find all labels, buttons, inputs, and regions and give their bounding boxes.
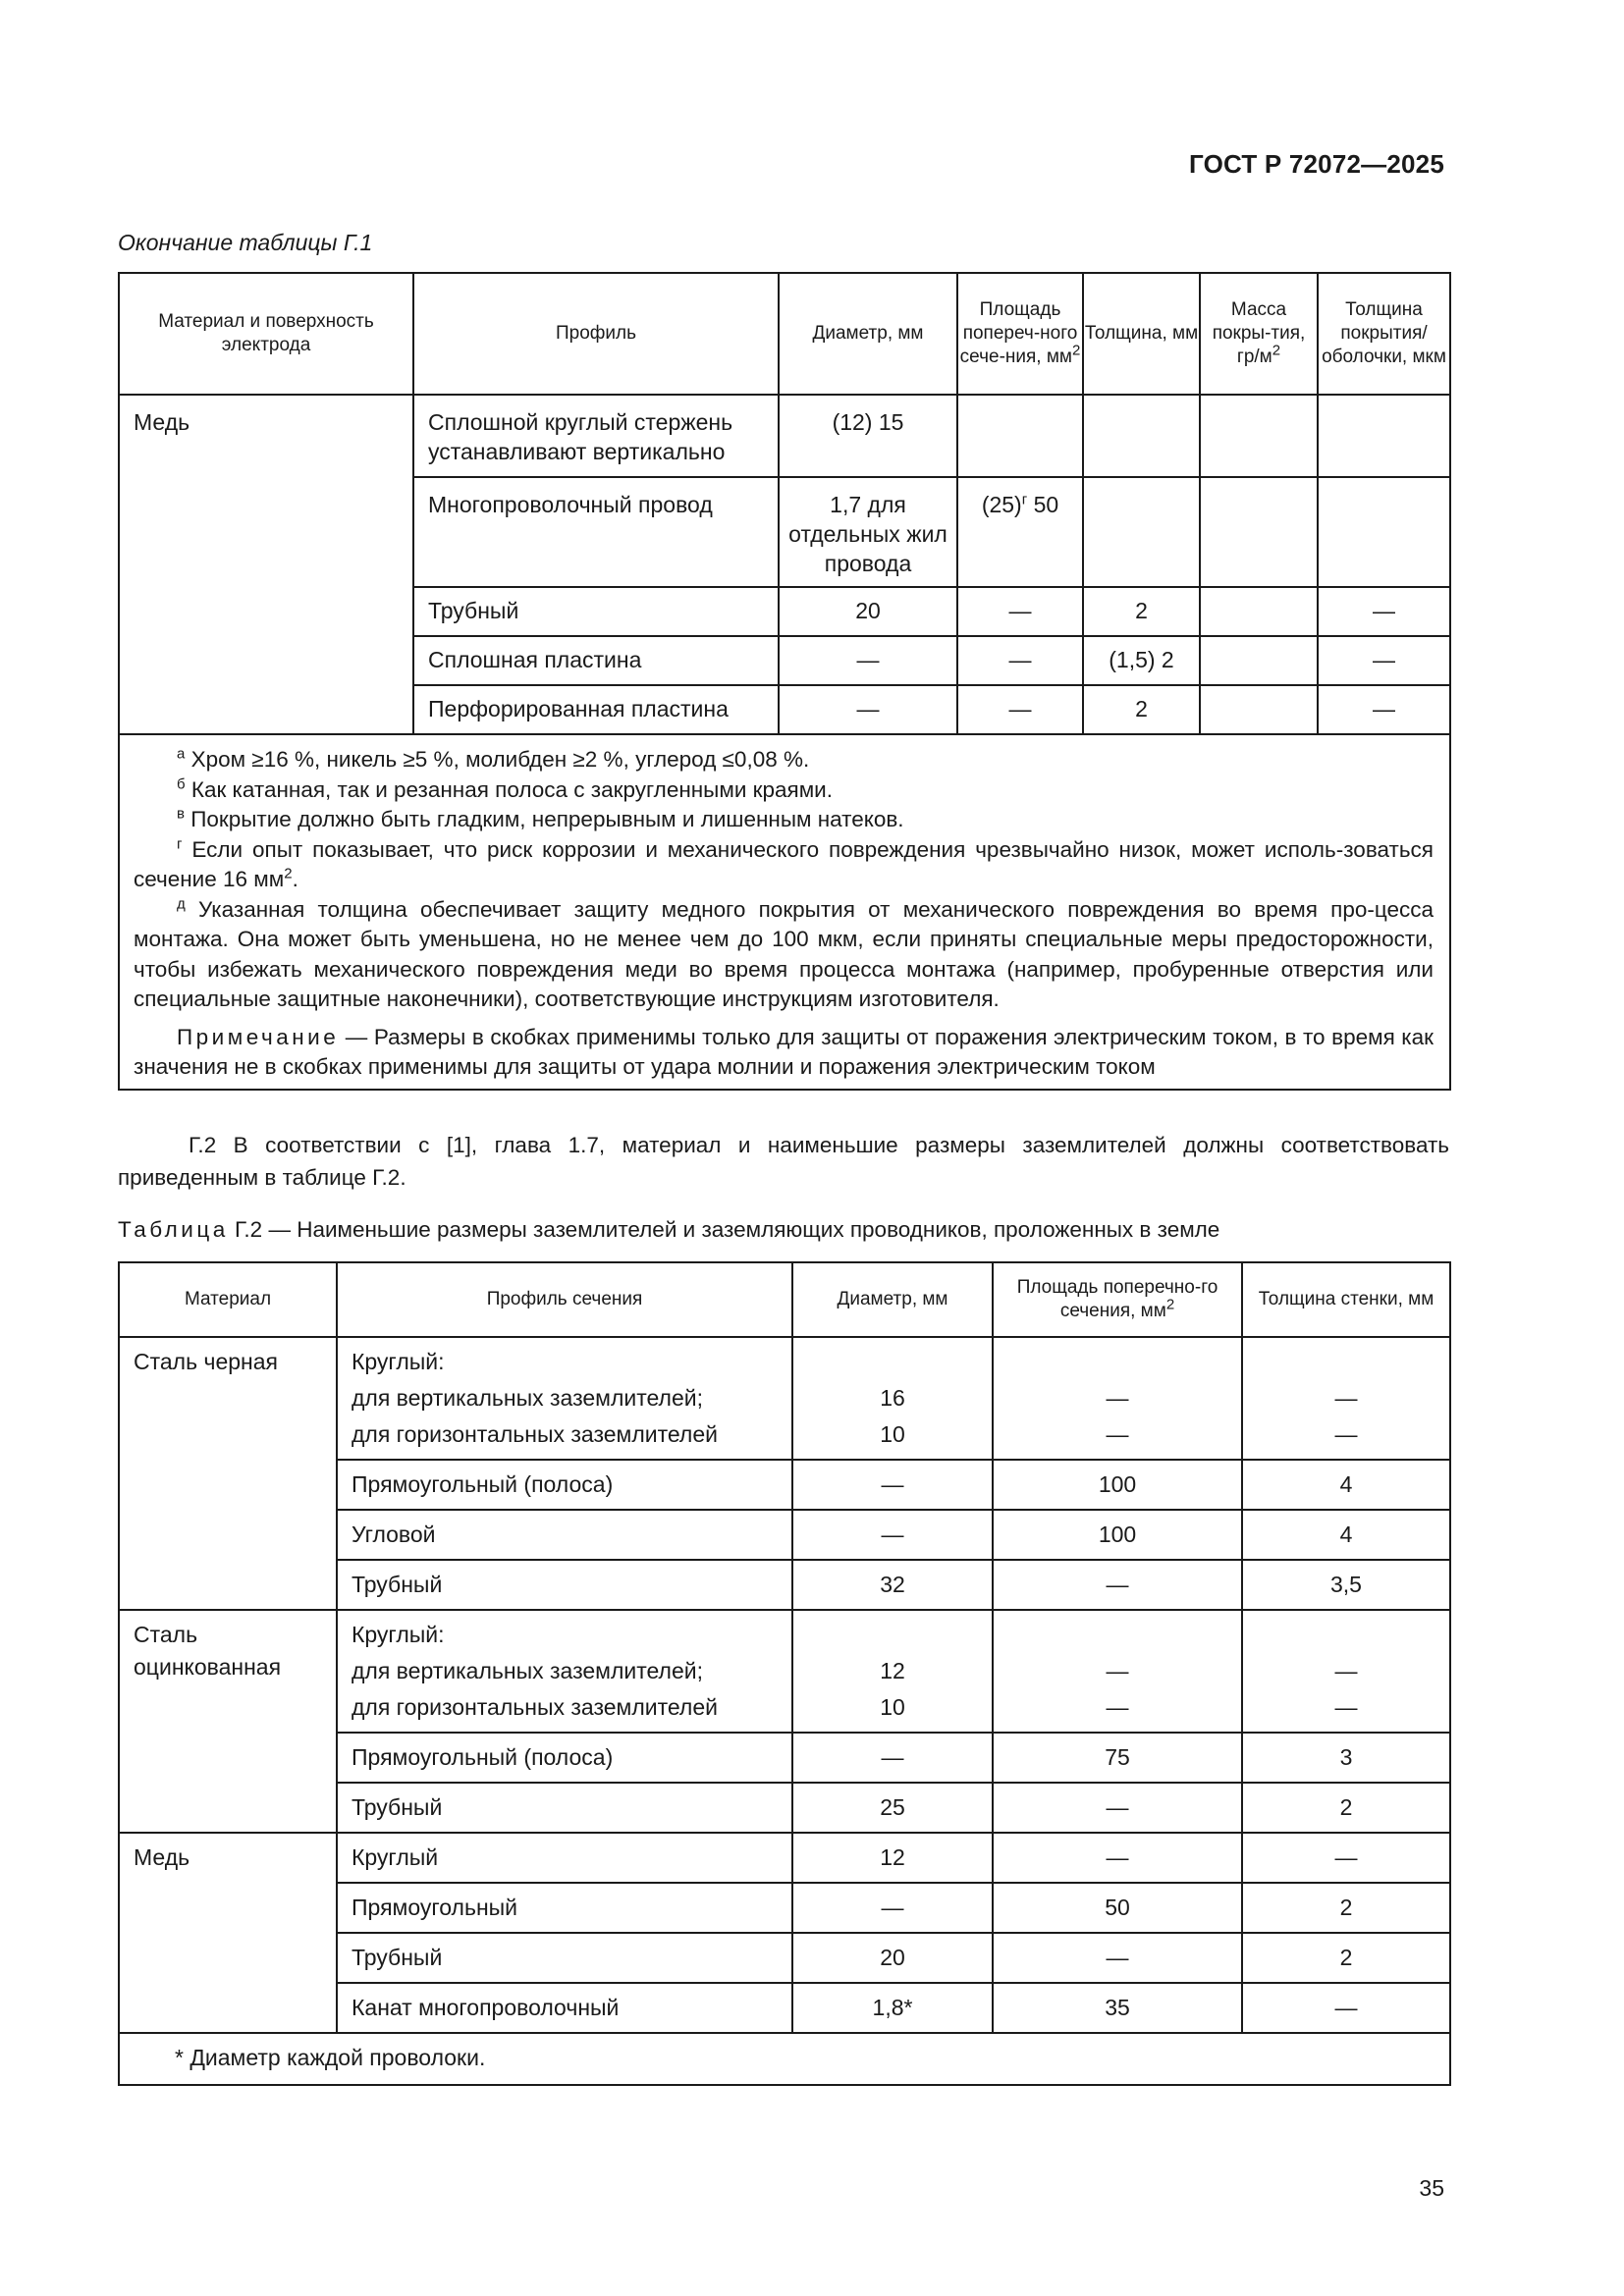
- page-number: 35: [1419, 2175, 1444, 2201]
- t2-area-cell: — —: [993, 1610, 1242, 1733]
- footnote-g: $^г$ Если опыт показывает, что риск коррозии и механического повреждения чрезвычайно низок, может исполь-зоваться сечение 16 $мм^2$.: [134, 835, 1434, 891]
- t2-wall-cell: 2: [1242, 1883, 1450, 1933]
- t2-material-cell: Медь: [119, 1833, 337, 2033]
- t2-diameter-cell: 1,8*: [792, 1983, 993, 2033]
- document-code: ГОСТ Р 72072—2025: [1189, 149, 1444, 179]
- table2-footnote: * Диаметр каждой проволоки.: [119, 2033, 1450, 2085]
- t2-area-cell: —: [993, 1833, 1242, 1883]
- t2-area-cell: —: [993, 1933, 1242, 1983]
- t1-profile-cell: Многопроволочный провод: [413, 477, 779, 587]
- t1-mass-cell: [1200, 477, 1318, 587]
- t1-col-thickness: Толщина, мм: [1083, 273, 1200, 395]
- t2-wall-cell: —: [1242, 1983, 1450, 2033]
- t1-mass-cell: [1200, 636, 1318, 685]
- t2-diameter-cell: 32: [792, 1560, 993, 1610]
- t1-thickness-cell: (1,5) 2: [1083, 636, 1200, 685]
- t2-profile-cell: Круглый: для вертикальных заземлителей; для горизонтальных заземлителей: [337, 1610, 792, 1733]
- t2-diameter-cell: —: [792, 1510, 993, 1560]
- t2-wall-cell: 3: [1242, 1733, 1450, 1783]
- t1-profile-cell: Сплошная пластина: [413, 636, 779, 685]
- t1-profile-cell: Трубный: [413, 587, 779, 636]
- t2-area-cell: 35: [993, 1983, 1242, 2033]
- t2-wall-cell: — —: [1242, 1337, 1450, 1460]
- t2-area-cell: 75: [993, 1733, 1242, 1783]
- table-row: [119, 1833, 1450, 1883]
- footnote-b: $^б$ Как катанная, так и резанная полоса с закругленными краями.: [177, 775, 833, 802]
- t2-area-cell: —: [993, 1783, 1242, 1833]
- t2-area-cell: —: [993, 1560, 1242, 1610]
- t2-area-cell: 100: [993, 1460, 1242, 1510]
- t2-profile-cell: Трубный: [337, 1560, 792, 1610]
- t1-thickness-cell: [1083, 477, 1200, 587]
- t2-diameter-cell: 16 10: [792, 1337, 993, 1460]
- table2-caption: Таблица Г.2 — Наименьшие размеры заземлителей и заземляющих проводников, проложенных в земле: [118, 1217, 1220, 1242]
- table1-footnotes: [119, 734, 1450, 1090]
- table1: [118, 272, 1451, 1091]
- t2-diameter-cell: —: [792, 1460, 993, 1510]
- t2-col-area: Площадь поперечно-го сечения, $мм^2$: [993, 1262, 1242, 1337]
- table2-footnote-row: [119, 2033, 1450, 2085]
- t2-profile-cell: Угловой: [337, 1510, 792, 1560]
- table1-note: Примечание — Размеры в скобках применимы только для защиты от поражения электрическим током, в то время как значения не в скобках применимы для защиты от удара молнии и поражения электрическим током: [134, 1024, 1434, 1079]
- table-row: [119, 1337, 1450, 1460]
- t1-mass-cell: [1200, 685, 1318, 734]
- table1-footnotes-row: [119, 734, 1450, 1090]
- t2-area-cell: 100: [993, 1510, 1242, 1560]
- t2-profile-cell: Прямоугольный: [337, 1883, 792, 1933]
- t2-area-cell: — —: [993, 1337, 1242, 1460]
- paragraph-g2: Г.2 В соответствии с [1], глава 1.7, материал и наименьшие размеры заземлителей должны соответствовать приведенным в таблице Г.2.: [118, 1133, 1449, 1190]
- table-row: [119, 395, 1450, 477]
- t1-coating-cell: —: [1318, 636, 1450, 685]
- footnote-d: $^д$ Указанная толщина обеспечивает защиту медного покрытия от механического повреждения во время про-цесса монтажа. Она может быть уменьшена, но не менее чем до 100 мкм, если приняты специальные меры предосторожности, чтобы избежать механического повреждения меди во время процесса монтажа (например, пробуренные отверстия или специальные защитные наконечники), соответствующие инструкциям изготовителя.: [134, 895, 1434, 1011]
- t1-coating-cell: [1318, 477, 1450, 587]
- t1-diameter-cell: 20: [779, 587, 957, 636]
- t2-wall-cell: 4: [1242, 1460, 1450, 1510]
- t1-diameter-cell: (12) 15: [779, 395, 957, 477]
- t1-col-coating: Толщина покрытия/ оболочки, мкм: [1318, 273, 1450, 395]
- table-row: [119, 1610, 1450, 1733]
- t2-diameter-cell: 12: [792, 1833, 993, 1883]
- t2-diameter-cell: —: [792, 1733, 993, 1783]
- t1-area-cell: [957, 395, 1083, 477]
- t2-diameter-cell: 25: [792, 1783, 993, 1833]
- t1-profile-cell: Сплошной круглый стержень устанавливают вертикально: [413, 395, 779, 477]
- t2-profile-cell: Прямоугольный (полоса): [337, 1733, 792, 1783]
- t1-col-mass: Масса покры-тия, $гр/м^2$: [1200, 273, 1318, 395]
- t2-wall-cell: — —: [1242, 1610, 1450, 1733]
- t1-col-material: Материал и поверхность электрода: [119, 273, 413, 395]
- t1-diameter-cell: —: [779, 636, 957, 685]
- t2-area-cell: 50: [993, 1883, 1242, 1933]
- t2-wall-cell: —: [1242, 1833, 1450, 1883]
- t1-diameter-cell: 1,7 для отдельных жил провода: [779, 477, 957, 587]
- t1-thickness-cell: [1083, 395, 1200, 477]
- table2-header-row: [119, 1262, 1450, 1337]
- table1-caption: Окончание таблицы Г.1: [118, 230, 373, 255]
- t2-diameter-cell: 20: [792, 1933, 993, 1983]
- t2-profile-cell: Трубный: [337, 1783, 792, 1833]
- t1-diameter-cell: —: [779, 685, 957, 734]
- t1-coating-cell: —: [1318, 587, 1450, 636]
- t1-material-cell: Медь: [119, 395, 413, 734]
- footnote-v: $^в$ Покрытие должно быть гладким, непрерывным и лишенным натеков.: [177, 805, 904, 831]
- table2: [118, 1261, 1451, 2086]
- t1-coating-cell: [1318, 395, 1450, 477]
- t2-diameter-cell: —: [792, 1883, 993, 1933]
- table1-header-row: [119, 273, 1450, 395]
- t2-profile-cell: Круглый: для вертикальных заземлителей; для горизонтальных заземлителей: [337, 1337, 792, 1460]
- t2-col-material: Материал: [119, 1262, 337, 1337]
- t1-area-cell: —: [957, 587, 1083, 636]
- t2-wall-cell: 3,5: [1242, 1560, 1450, 1610]
- t2-wall-cell: 4: [1242, 1510, 1450, 1560]
- t1-thickness-cell: 2: [1083, 685, 1200, 734]
- footnote-ref-g: г: [1021, 491, 1028, 508]
- t2-wall-cell: 2: [1242, 1783, 1450, 1833]
- t2-profile-cell: Круглый: [337, 1833, 792, 1883]
- t2-profile-cell: Трубный: [337, 1933, 792, 1983]
- t1-area-cell: —: [957, 636, 1083, 685]
- t1-thickness-cell: 2: [1083, 587, 1200, 636]
- t2-material-cell: Сталь оцинкованная: [119, 1610, 337, 1833]
- t2-diameter-cell: 12 10: [792, 1610, 993, 1733]
- t2-col-wall: Толщина стенки, мм: [1242, 1262, 1450, 1337]
- t1-col-area: Площадь попереч-ного сече-ния, $мм^2$: [957, 273, 1083, 395]
- t1-coating-cell: —: [1318, 685, 1450, 734]
- t1-area-cell: $(25)^г$ 50: [957, 477, 1083, 587]
- t1-col-profile: Профиль: [413, 273, 779, 395]
- footnote-a: $^а$ Хром ≥16 %, никель ≥5 %, молибден ≥2 %, углерод ≤0,08 %.: [177, 745, 810, 772]
- t1-mass-cell: [1200, 587, 1318, 636]
- t1-mass-cell: [1200, 395, 1318, 477]
- t2-wall-cell: 2: [1242, 1933, 1450, 1983]
- t1-area-cell: —: [957, 685, 1083, 734]
- t1-profile-cell: Перфорированная пластина: [413, 685, 779, 734]
- t1-col-diameter: Диаметр, мм: [779, 273, 957, 395]
- t2-profile-cell: Прямоугольный (полоса): [337, 1460, 792, 1510]
- t2-profile-cell: Канат многопроволочный: [337, 1983, 792, 2033]
- t2-material-cell: Сталь черная: [119, 1337, 337, 1610]
- t2-col-profile: Профиль сечения: [337, 1262, 792, 1337]
- t2-col-diameter: Диаметр, мм: [792, 1262, 993, 1337]
